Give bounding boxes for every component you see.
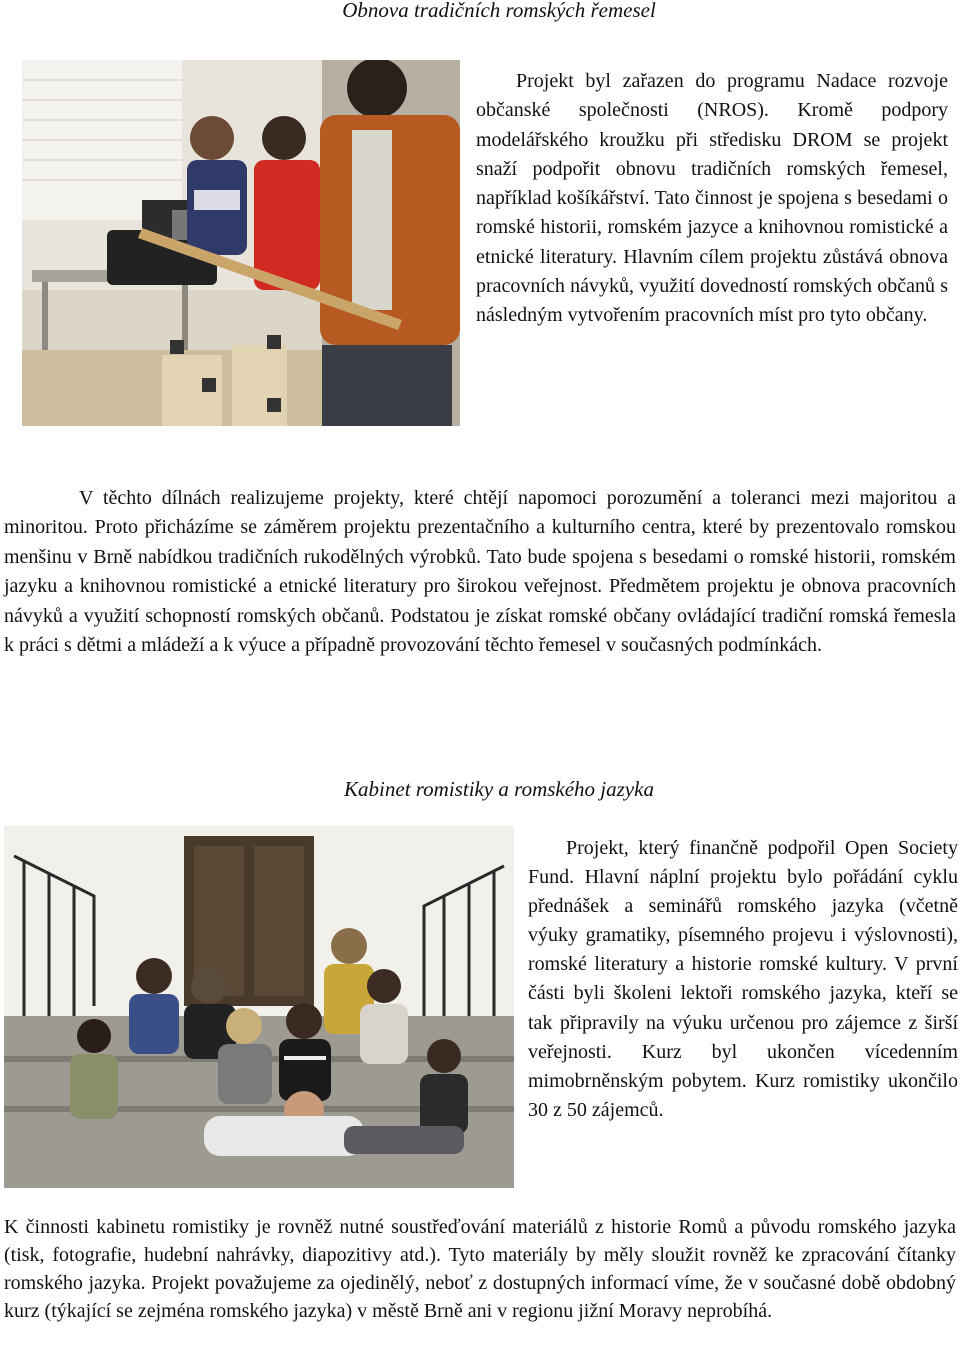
workshop-photo <box>22 60 460 426</box>
group-photo <box>4 826 514 1188</box>
section-heading-romistics: Kabinet romistiky a romského jazyka <box>344 777 654 801</box>
crafts-project-paragraph: Projekt byl zařazen do programu Nadace rozvoje občanské společnosti (NROS). Kromě podpory modelářského kroužku při středisku DROM se projekt snaží podpořit obnovu tradičních romských řemesel, například košíkářství. Tato činnost je spojena s besedami o romské historii, romském jazyce a knihovnou romistické a etnické literatury. Hlavním cílem projektu zůstává obnova pracovních návyků, využití dovedností romských občanů s následným vytvořením pracovních míst pro tyto občany. <box>476 70 948 327</box>
romistics-cabinet-paragraph: Projekt, který finančně podpořil Open Society Fund. Hlavní náplní projektu bylo pořádání cyklu přednášek a seminářů romského jazyka (včetně výuky gramatiky, písemného projevu i výslovnosti), romské literatury a historie romské kultury. V první části byli školeni lektoři romského jazyka, kteří se tak připravily na výuku určenou pro zájemce z širší veřejnosti. Kurz byl ukončen vícedenním mimobrněnským pobytem. Kurz romistiky ukončilo 30 z 50 zájemců. <box>528 837 958 1121</box>
section-heading-crafts: Obnova tradičních romských řemesel <box>342 0 656 22</box>
materials-paragraph: K činnosti kabinetu romistiky je rovněž nutné soustřeďování materiálů z historie Romů a původu romského jazyka (tisk, fotografie, hudební nahrávky, diapozitivy atd.). Tyto materiály by měly sloužit rovněž ke zpracování čítanky romského jazyka. Projekt považujeme za ojedinělý, neboť z dostupných informací víme, že v současné době obdobný kurz (týkající se zejména romského jazyka) v městě Brně ani v regionu jižní Moravy neprobíhá. <box>4 1216 956 1322</box>
workshops-paragraph: V těchto dílnách realizujeme projekty, které chtějí napomoci porozumění a toleranci mezi majoritou a minoritou. Proto přicházíme se záměrem projektu prezentačního a kulturního centra, které by prezentovalo romskou menšinu v Brně nabídkou tradičních rukodělných výrobků. Tato bude spojena s besedami o romské historii, romském jazyku a knihovnou romistické a etnické literatury pro širokou veřejnost. Předmětem projektu je obnova pracovních návyků a využití schopností romských občanů. Podstatou je získat romské občany ovládající tradiční romská řemesla k práci s dětmi a mládeží a k výuce a případně provozování těchto řemesel v současných podmínkách. <box>4 487 956 657</box>
